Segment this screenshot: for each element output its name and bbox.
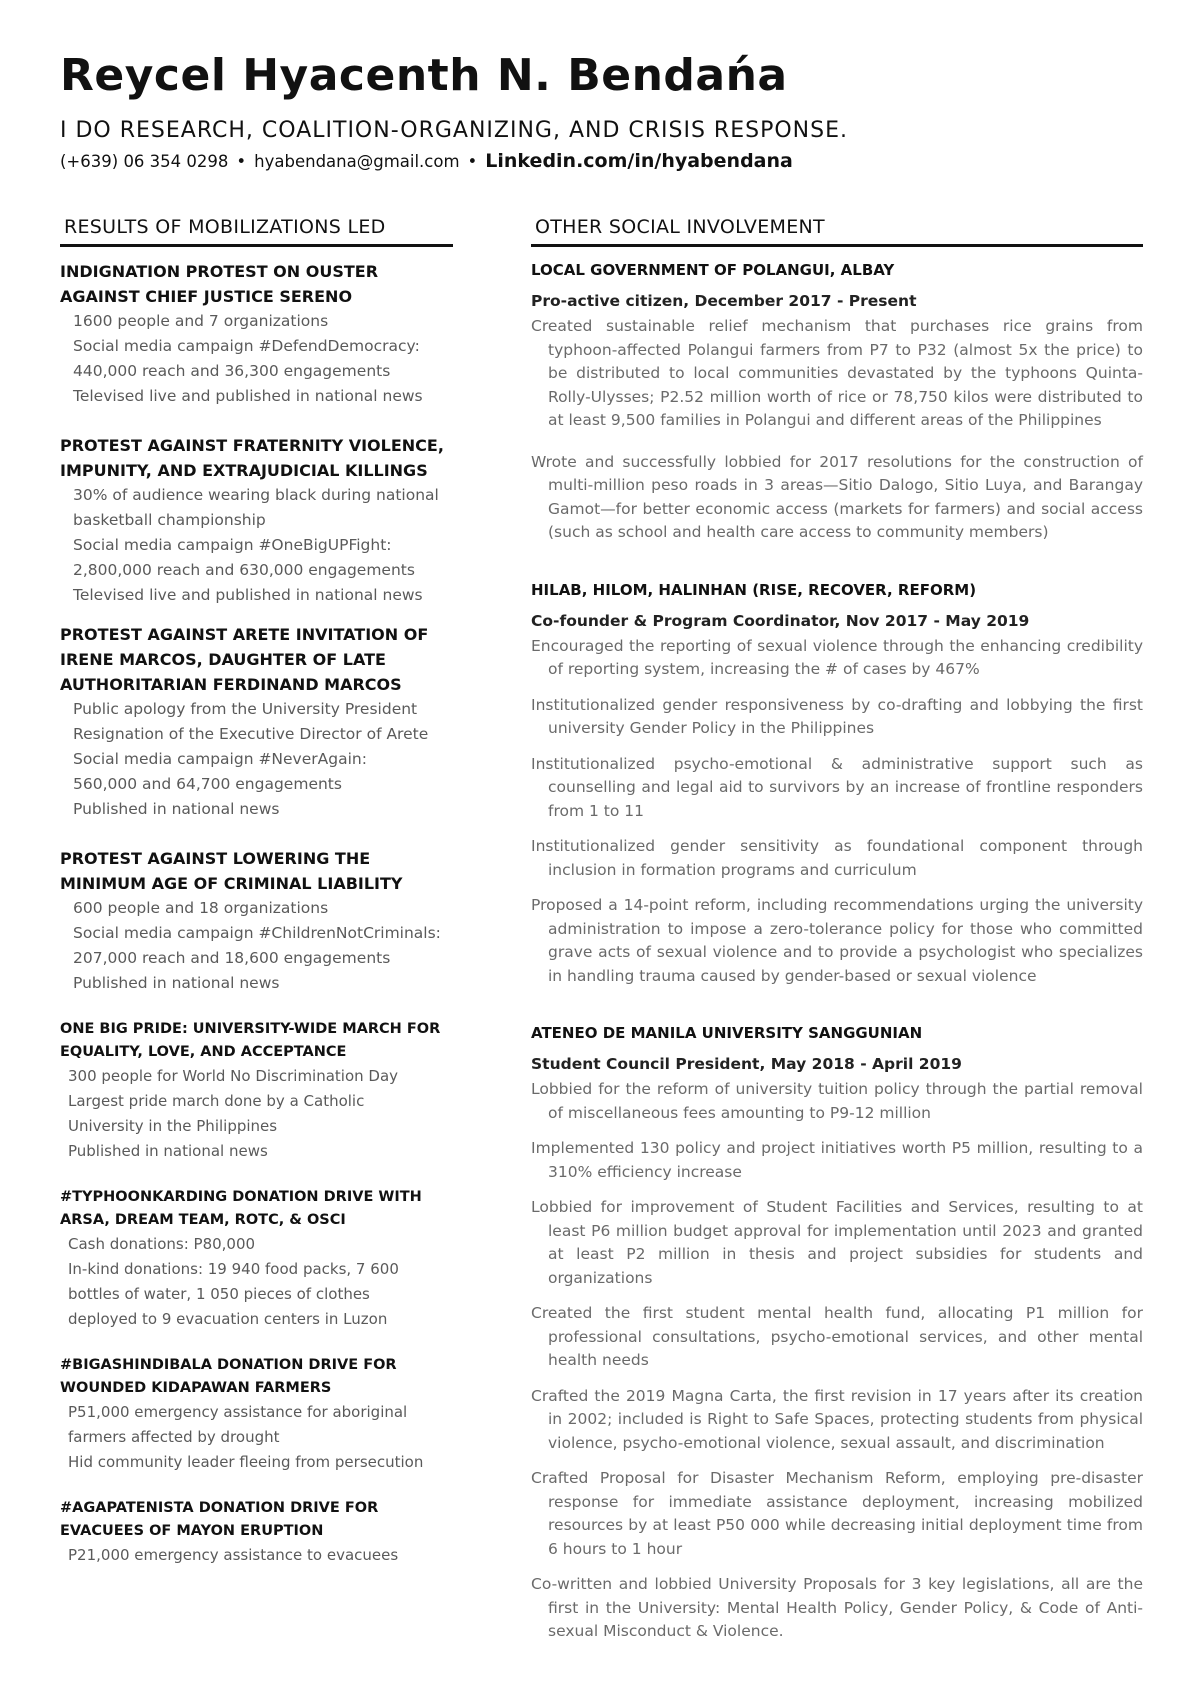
candidate-name: Reycel Hyacenth N. Bendańa	[60, 50, 788, 101]
mobilization-item: Televised live and published in national news	[73, 586, 423, 604]
separator: •	[467, 152, 478, 171]
mobilization-item: 2,800,000 reach and 630,000 engagements	[73, 561, 415, 579]
section-title-mobilizations: RESULTS OF MOBILIZATIONS LED	[64, 216, 386, 238]
mobilization-item: In-kind donations: 19 940 food packs, 7 600	[68, 1260, 399, 1278]
achievement-bullet: Institutionalized psycho-emotional & administrative support such as counselling and legal aid to survivors by an increase of frontline responders from 1 to 11	[531, 754, 1143, 820]
org-block-sanggunian	[531, 1022, 1143, 1644]
mobilization-item: Published in national news	[73, 800, 280, 818]
org-title: HILAB, HILOM, HALINHAN (RISE, RECOVER, REFORM)	[531, 580, 977, 599]
mobilization-title: ONE BIG PRIDE: UNIVERSITY-WIDE MARCH FOR EQUALITY, LOVE, AND ACCEPTANCE	[60, 1021, 441, 1060]
mobilization-item: Cash donations: P80,000	[68, 1235, 256, 1253]
mobilization-block	[60, 433, 453, 608]
mobilization-title: #TYPHOONKARDING DONATION DRIVE WITH ARSA, DREAM TEAM, ROTC, & OSCI	[60, 1189, 422, 1228]
mobilization-item: 600 people and 18 organizations	[73, 899, 329, 917]
mobilization-title: PROTEST AGAINST ARETE INVITATION OF IRENE MARCOS, DAUGHTER OF LATE AUTHORITARIAN FERDINAND MARCOS	[60, 625, 429, 694]
linkedin-link[interactable]: Linkedin.com/in/hyabendana	[485, 150, 793, 172]
mobilization-item: Published in national news	[73, 974, 280, 992]
achievement-bullet: Created the first student mental health fund, allocating P1 million for professional consultations, psycho-emotional services, and other mental health needs	[531, 1304, 1143, 1369]
achievement-bullet: Created sustainable relief mechanism that purchases rice grains from typhoon-affected Polangui farmers from P7 to P32 (almost 5x the price) to be distributed to local communities devastated by the typhoons Quinta-Rolly-Ulysses; P2.52 million worth of rice or 78,750 kilos were distributed to at least 9,500 families in Polangui and different areas of the Philippines	[531, 317, 1143, 429]
achievement-bullet: Institutionalized gender responsiveness by co-drafting and lobbying the first university Gender Policy in the Philippines	[531, 695, 1143, 737]
achievement-bullet: Institutionalized gender sensitivity as foundational component through inclusion in formation programs and curriculum	[531, 837, 1143, 879]
mobilization-item: Social media campaign #OneBigUPFight:	[73, 536, 392, 554]
achievement-bullet: Wrote and successfully lobbied for 2017 resolutions for the construction of multi-million peso roads in 3 areas—Sitio Dalogo, Sitio Luya, and Barangay Gamot—for better economic access (markets for farmers) and social access (such as school and health care access to community members)	[531, 452, 1143, 541]
mobilization-item: 560,000 and 64,700 engagements	[73, 775, 342, 793]
social-involvement-column	[531, 216, 1143, 1682]
mobilization-item: Social media campaign #ChildrenNotCriminals:	[73, 924, 441, 942]
mobilization-title: #BIGASHINDIBALA DONATION DRIVE FOR WOUNDED KIDAPAWAN FARMERS	[60, 1357, 397, 1396]
mobilization-block	[60, 846, 453, 996]
mobilization-item: Social media campaign #NeverAgain:	[73, 750, 367, 768]
mobilization-title: INDIGNATION PROTEST ON OUSTER AGAINST CHIEF JUSTICE SERENO	[60, 262, 379, 306]
mobilization-block	[60, 1018, 453, 1164]
mobilization-title: PROTEST AGAINST LOWERING THE MINIMUM AGE OF CRIMINAL LIABILITY	[60, 849, 403, 893]
mobilization-item: Hid community leader fleeing from persecution	[68, 1453, 424, 1471]
org-block-polangui	[531, 259, 1143, 545]
achievement-bullet: Encouraged the reporting of sexual violence through the enhancing credibility of reporting system, increasing the # of cases by 467%	[531, 636, 1143, 678]
mobilization-title: #AGAPATENISTA DONATION DRIVE FOR EVACUEES OF MAYON ERUPTION	[60, 1500, 379, 1539]
achievement-bullet: Proposed a 14-point reform, including recommendations urging the university administration to impose a zero-tolerance policy for those who committed grave acts of sexual violence and to provide a psychologist who specializes in handling trauma caused by gender-based or sexual violence	[531, 896, 1143, 985]
separator: •	[236, 152, 247, 171]
mobilizations-column	[60, 216, 453, 1594]
mobilization-title: PROTEST AGAINST FRATERNITY VIOLENCE, IMPUNITY, AND EXTRAJUDICIAL KILLINGS	[60, 436, 444, 480]
email-link[interactable]: hyabendana@gmail.com	[254, 152, 460, 171]
achievement-bullet: Crafted the 2019 Magna Carta, the first revision in 17 years after its creation in 2002; included is Right to Safe Spaces, protecting students from physical violence, psycho-emotional violence, sexual assault, and discrimination	[531, 1386, 1143, 1452]
mobilization-item: P51,000 emergency assistance for aboriginal	[68, 1403, 408, 1421]
section-divider	[60, 244, 453, 247]
mobilization-item: 1600 people and 7 organizations	[73, 312, 329, 330]
mobilization-item: Televised live and published in national news	[73, 387, 423, 405]
achievement-bullet: Lobbied for improvement of Student Facilities and Services, resulting to at least P6 million budget approval for implementation until 2023 and granted at least P2 million in thesis and project subsidies for students and organizations	[531, 1198, 1143, 1287]
achievement-bullet: Co-written and lobbied University Proposals for 3 key legislations, all are the first in the University: Mental Health Policy, Gender Policy, & Code of Anti-sexual Misconduct & Violence.	[531, 1575, 1143, 1640]
phone-number: (+639) 06 354 0298	[60, 152, 229, 171]
mobilization-block	[60, 259, 453, 409]
mobilization-item: bottles of water, 1 050 pieces of clothes	[68, 1285, 370, 1303]
org-role: Pro-active citizen, December 2017 - Present	[531, 292, 917, 310]
mobilization-item: Published in national news	[68, 1142, 268, 1160]
achievement-bullet: Crafted Proposal for Disaster Mechanism Reform, employing pre-disaster response for immediate assistance deployment, increasing mobilized resources by at least P50 000 while decreasing initial deployment time from 6 hours to 1 hour	[531, 1469, 1143, 1558]
mobilization-block	[60, 622, 453, 822]
mobilization-item: Social media campaign #DefendDemocracy:	[73, 337, 420, 355]
section-divider	[531, 244, 1143, 247]
mobilization-item: University in the Philippines	[68, 1117, 278, 1135]
mobilization-item: 300 people for World No Discrimination Day	[68, 1067, 399, 1085]
org-role: Student Council President, May 2018 - April 2019	[531, 1055, 962, 1073]
org-title: LOCAL GOVERNMENT OF POLANGUI, ALBAY	[531, 261, 895, 279]
mobilization-item: Largest pride march done by a Catholic	[68, 1092, 365, 1110]
mobilization-item: farmers affected by drought	[68, 1428, 280, 1446]
mobilization-item: 30% of audience wearing black during national	[73, 486, 439, 504]
org-block-hilab	[531, 579, 1143, 989]
section-title-social-involvement: OTHER SOCIAL INVOLVEMENT	[535, 216, 825, 238]
tagline: I DO RESEARCH, COALITION-ORGANIZING, AND CRISIS RESPONSE.	[60, 118, 848, 143]
mobilization-item: P21,000 emergency assistance to evacuees	[68, 1546, 399, 1564]
achievement-bullet: Lobbied for the reform of university tuition policy through the partial removal of miscellaneous fees amounting to P9-12 million	[531, 1080, 1143, 1122]
mobilization-item: deployed to 9 evacuation centers in Luzon	[68, 1310, 388, 1328]
mobilization-item: 440,000 reach and 36,300 engagements	[73, 362, 391, 380]
achievement-bullet: Implemented 130 policy and project initiatives worth P5 million, resulting to a 310% efficiency increase	[531, 1139, 1143, 1181]
mobilization-block	[60, 1497, 453, 1568]
mobilization-block	[60, 1186, 453, 1332]
mobilization-item: Resignation of the Executive Director of Arete	[73, 725, 429, 743]
mobilization-item: 207,000 reach and 18,600 engagements	[73, 949, 391, 967]
mobilization-block	[60, 1354, 453, 1475]
contact-line	[60, 150, 793, 172]
org-title: ATENEO DE MANILA UNIVERSITY SANGGUNIAN	[531, 1024, 923, 1042]
org-role: Co-founder & Program Coordinator, Nov 2017 - May 2019	[531, 611, 1030, 630]
mobilization-item: Public apology from the University President	[73, 700, 418, 718]
mobilization-item: basketball championship	[73, 511, 266, 529]
